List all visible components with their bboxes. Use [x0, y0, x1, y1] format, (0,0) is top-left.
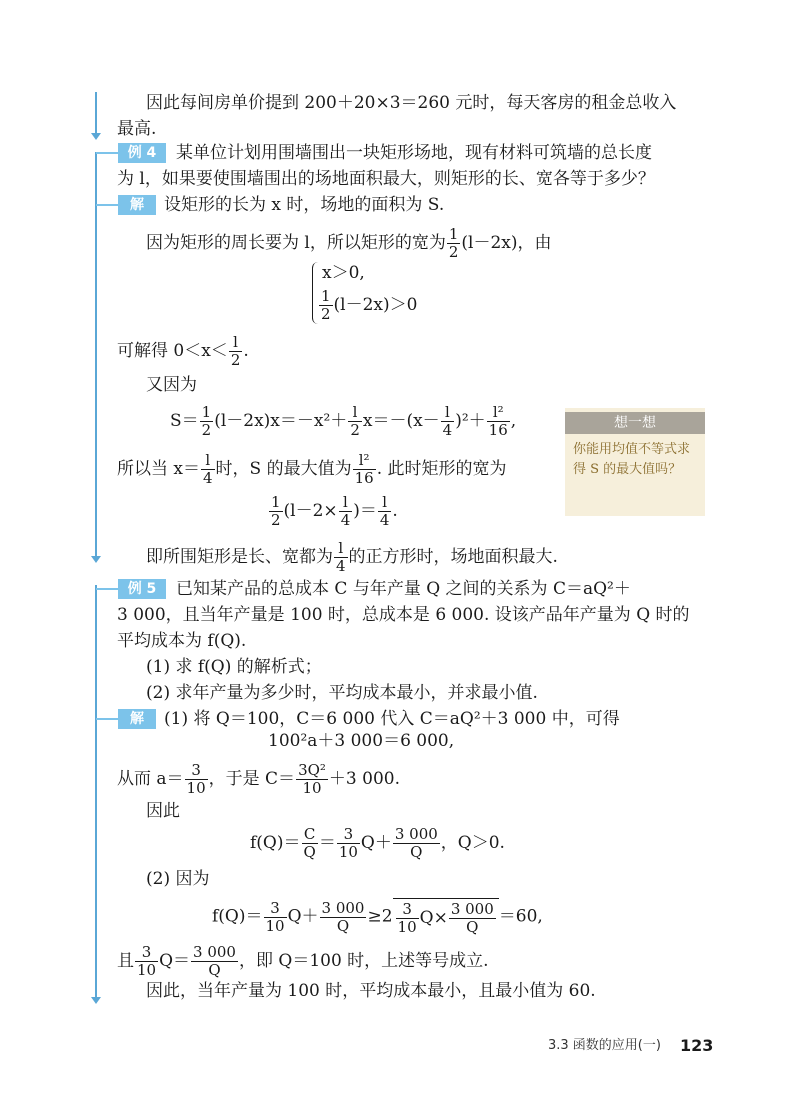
- system-line: x＞0,: [322, 263, 365, 283]
- equation-width: $\frac{1}{2}$ (l－2× $\frac{l}{4}$ )＝ $\frac{l}{4}$ .: [271, 493, 398, 529]
- example-5-text: 已知某产品的总成本 C 与年产量 Q 之间的关系为 C＝aQ²＋: [176, 579, 631, 599]
- example-5-badge: 例 5: [118, 579, 166, 599]
- solution-badge: 解: [118, 709, 156, 729]
- solution-badge: 解: [118, 195, 156, 215]
- example-5-text: 平均成本为 f(Q).: [117, 631, 247, 651]
- solution-text: 因此，当年产量为 100 时，平均成本最小，且最小值为 60.: [146, 981, 596, 1001]
- solution-text: 可解得 0＜x＜ $\frac{l}{2}$ .: [117, 333, 249, 369]
- system-line: $\frac{1}{2}$ (l－2x)＞0: [321, 287, 418, 323]
- example-5-question: (2) 求年产量为多少时，平均成本最小，并求最小值.: [146, 683, 538, 703]
- example-4-text: 某单位计划用围墙围出一块矩形场地，现有材料可筑墙的总长度: [176, 143, 652, 163]
- footer-section: 3.3 函数的应用(一): [548, 1038, 661, 1053]
- solution-text: 又因为: [146, 375, 197, 395]
- solution-text: (1) 将 Q＝100，C＝6 000 代入 C＝aQ²＋3 000 中，可得: [164, 709, 620, 729]
- margin-bar-example4: [95, 152, 97, 557]
- page-number: 123: [680, 1036, 714, 1055]
- solution-text: 因为矩形的周长要为 l，所以矩形的宽为 $\frac{1}{2}$ (l－2x)，由: [146, 225, 552, 261]
- sqrt-radicand: $\frac{3}{10}$ Q× $\frac{3 000}{Q}$: [393, 898, 499, 936]
- equation-S: S＝ $\frac{1}{2}$ (l－2x)x＝－x²＋ $\frac{l}{2}$ x＝－(x－ $\frac{l}{4}$ )²＋ $\frac{\text{l²}}{16}$ ,: [170, 403, 517, 439]
- solution-text: 从而 a＝ $\frac{3}{10}$ ，于是 C＝ $\frac{\text{3Q²}}{10}$ ＋3 000.: [117, 761, 400, 797]
- think-box: [565, 408, 705, 516]
- solution-text: 且 $\frac{3}{10}$ Q＝ $\frac{3 000}{Q}$ ，即 Q＝100 时，上述等号成立.: [117, 943, 489, 979]
- text-line: 最高.: [117, 119, 157, 139]
- text-line: 因此每间房单价提到 200＋20×3＝260 元时，每天客房的租金总收入: [146, 93, 677, 113]
- think-box-title: 想一想: [565, 412, 705, 434]
- equation-inequality: f(Q)＝ $\frac{3}{10}$ Q＋ $\frac{3 000}{Q}$ ≥2 $\frac{3}{10}$ Q× $\frac{3 000}{Q}$ ＝60,: [212, 898, 543, 936]
- example-4-badge: 例 4: [118, 143, 166, 163]
- solution-text: 因此: [146, 801, 180, 821]
- example-5-question: (1) 求 f(Q) 的解析式；: [146, 657, 322, 677]
- solution-text: 所以当 x＝ $\frac{l}{4}$ 时，S 的最大值为 $\frac{\text{l²}}{16}$ . 此时矩形的宽为: [117, 451, 507, 487]
- equation-fQ: f(Q)＝ $\frac{C}{Q}$ ＝ $\frac{3}{10}$ Q＋ $\frac{3 000}{Q}$ ，Q＞0.: [250, 825, 505, 861]
- example-4-text: 为 l，如果要使围墙围出的场地面积最大，则矩形的长、宽各等于多少？: [117, 169, 655, 189]
- think-box-body: 你能用均值不等式求得 S 的最大值吗？: [573, 442, 691, 477]
- margin-bar-top: [95, 92, 97, 134]
- equation-line: 100²a＋3 000＝6 000,: [268, 731, 455, 751]
- solution-text: (2) 因为: [146, 869, 210, 889]
- solution-text: 设矩形的长为 x 时，场地的面积为 S.: [164, 195, 445, 215]
- margin-bar-example5: [95, 585, 97, 998]
- example-5-text: 3 000，且当年产量是 100 时，总成本是 6 000. 设该产品年产量为 Q 时的: [117, 605, 690, 625]
- fraction: $\frac{1}{2}$: [448, 225, 459, 261]
- solution-text: 即所围矩形是长、宽都为 $\frac{l}{4}$ 的正方形时，场地面积最大.: [146, 539, 558, 575]
